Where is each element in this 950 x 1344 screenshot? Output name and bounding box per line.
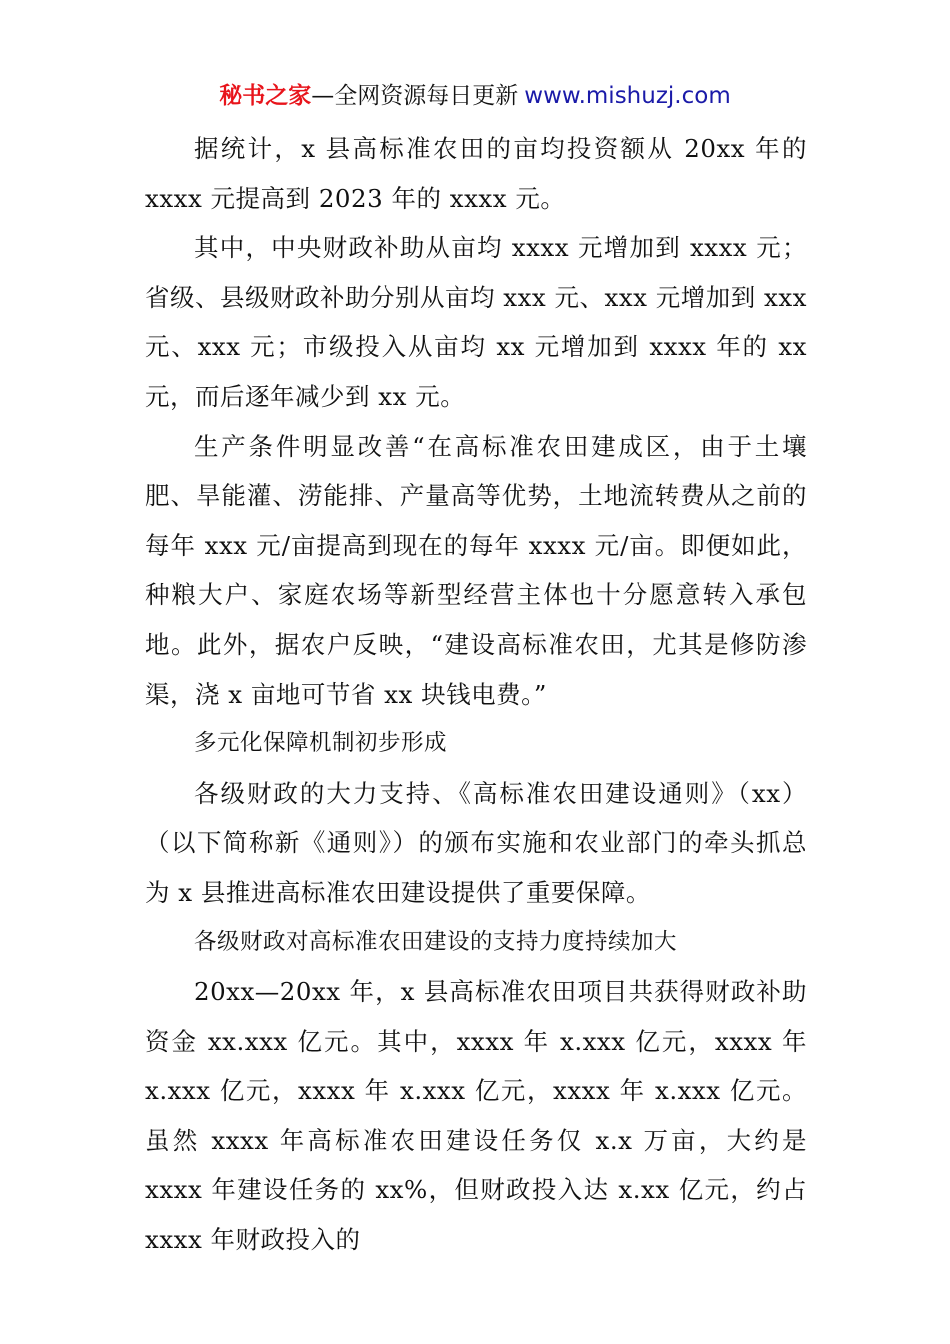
header-tagline: 全网资源每日更新	[334, 83, 519, 109]
header-dash: —	[311, 83, 335, 109]
brand-name: 秘书之家	[219, 83, 312, 109]
paragraph-subsidies: 其中，中央财政补助从亩均 xxxx 元增加到 xxxx 元；省级、县级财政补助分别从亩均 xxx 元、xxx 元增加到 xxx 元、xxx 元；市级投入从亩均 xx 元增加到 xxxx 年的 xx 元，而后逐年减少到 xx 元。	[145, 233, 808, 411]
site-header	[0, 80, 950, 112]
document-body	[145, 124, 807, 1265]
section-heading-financial-support: 各级财政对高标准农田建设的支持力度持续加大	[194, 928, 678, 955]
section-heading-guarantee-mechanism: 多元化保障机制初步形成	[194, 730, 448, 757]
paragraph-financial-support: 各级财政的大力支持、《高标准农田建设通则》（xx）（以下简称新《通则》）的颁布实施和农业部门的牵头抓总为 x 县推进高标准农田建设提供了重要保障。	[145, 778, 807, 907]
paragraph-statistics: 据统计，x 县高标准农田的亩均投资额从 20xx 年的 xxxx 元提高到 2023 年的 xxxx 元。	[145, 134, 807, 213]
paragraph-funding-details: 20xx—20xx 年，x 县高标准农田项目共获得财政补助资金 xx.xxx 亿元。其中，xxxx 年 x.xxx 亿元，xxxx 年 x.xxx 亿元，xxxx 年 x.xxx 亿元，xxxx 年 x.xxx 亿元。虽然 xxxx 年高标准农田建设任务仅 x.x 万亩，大约是 xxxx 年建设任务的 xx%，但财政投入达 x.xx 亿元，约占 xxxx 年财政投入的	[145, 977, 807, 1255]
site-url-link[interactable]: www.mishuzj.com	[524, 83, 731, 109]
paragraph-production-conditions: 生产条件明显改善“在高标准农田建成区，由于土壤肥、旱能灌、涝能排、产量高等优势，土地流转费从之前的每年 xxx 元/亩提高到现在的每年 xxxx 元/亩。即便如此，种粮大户、家庭农场等新型经营主体也十分愿意转入承包地。此外，据农户反映，“建设高标准农田，尤其是修防渗渠，浇 x 亩地可节省 xx 块钱电费。”	[145, 431, 807, 709]
